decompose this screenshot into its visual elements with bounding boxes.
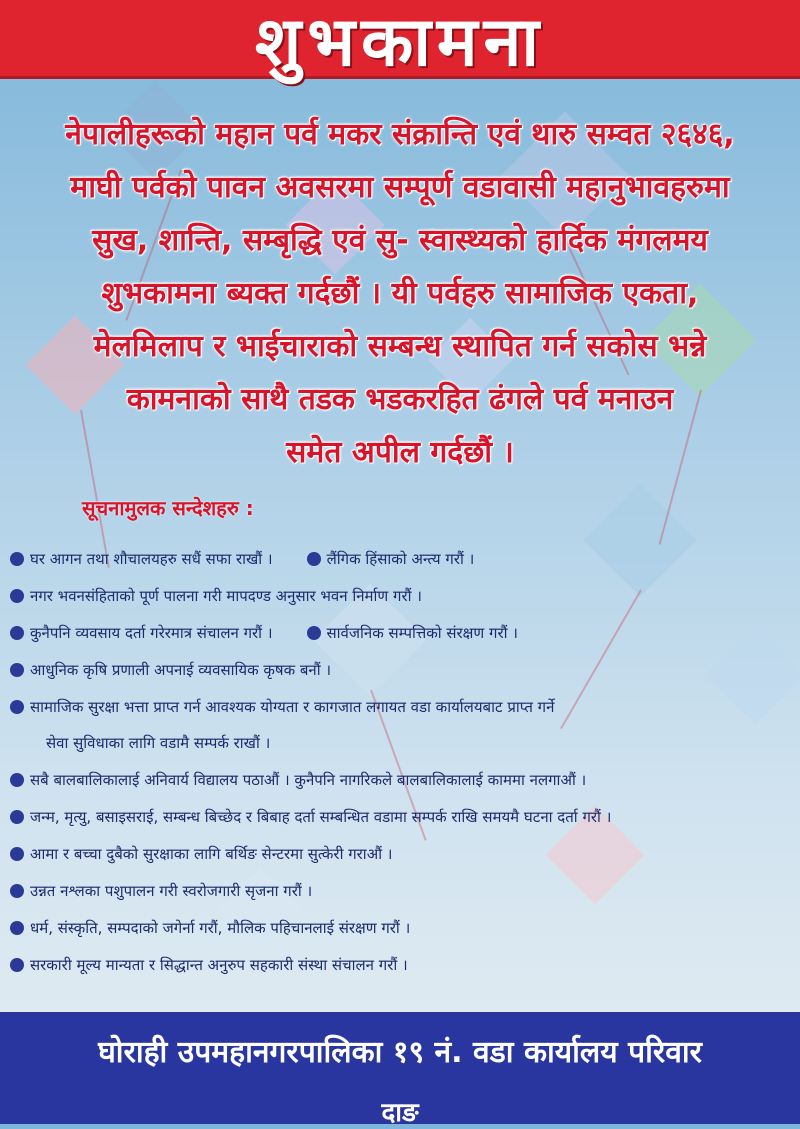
list-item — [10, 761, 795, 798]
notice-text: सामाजिक सुरक्षा भत्ता प्राप्त गर्न आवश्यक योग्यता र कागजात लगायत वडा कार्यालयबाट प्राप्त गर्ने — [30, 697, 555, 716]
message-line: कामनाको साथै तडक भडकरहित ढंगले पर्व मनाउन — [126, 382, 674, 417]
list-item — [10, 946, 795, 983]
message-line: समेत अपील गर्दछौं । — [286, 435, 514, 470]
list-item — [10, 798, 795, 835]
bullet-icon — [10, 773, 24, 787]
footer-banner — [0, 1012, 800, 1128]
notice-text: सबै बालबालिकालाई अनिवार्य विद्यालय पठाऔं । कुनैपनि नागरिकले बालबालिकालाई काममा नलगाऔं । — [30, 770, 587, 789]
notice-text: सरकारी मूल्य मान्यता र सिद्धान्त अनुरुप सहकारी संस्था संचालन गरौं । — [30, 955, 408, 974]
header-banner — [0, 0, 800, 82]
bullet-icon — [10, 626, 24, 640]
notices-list — [10, 540, 795, 983]
notice-text: आधुनिक कृषि प्रणाली अपनाई व्यवसायिक कृषक बनौं । — [30, 660, 332, 679]
message-line: सुख, शान्ति, सम्बृद्धि एवं सु- स्वास्थ्यको हार्दिक मंगलमय — [92, 223, 708, 258]
bullet-icon — [10, 847, 24, 861]
notice-text: कुनैपनि व्यवसाय दर्ता गरेरमात्र संचालन गरौं । — [30, 623, 273, 642]
greeting-message — [14, 108, 786, 479]
notice-text: जन्म, मृत्यु, बसाइसराई, सम्बन्ध बिच्छेद र बिबाह दर्ता सम्बन्धित वडामा सम्पर्क राखि समयमै घटना दर्ता गरौं । — [30, 807, 612, 826]
list-item — [10, 577, 795, 614]
bullet-icon — [10, 700, 24, 714]
bullet-icon — [307, 552, 321, 566]
list-item — [10, 540, 795, 577]
list-item — [10, 872, 795, 909]
bullet-icon — [10, 884, 24, 898]
bullet-icon — [10, 810, 24, 824]
list-item — [10, 688, 795, 725]
bullet-icon — [307, 626, 321, 640]
message-line: नेपालीहरूको महान पर्व मकर संक्रान्ति एवं थारु सम्वत २६४६, — [65, 117, 735, 152]
notice-text: सार्वजनिक सम्पत्तिको संरक्षण गरौं । — [326, 623, 518, 642]
list-item — [10, 909, 795, 946]
message-line: मेलमिलाप र भाईचाराको सम्बन्ध स्थापित गर्न सकोस भन्ने — [93, 329, 707, 364]
bullet-icon — [10, 589, 24, 603]
notice-text: घर आगन तथा शौचालयहरु सधैं सफा राखौं । — [30, 549, 273, 568]
list-item — [10, 835, 795, 872]
page-title: शुभकामना — [255, 2, 545, 82]
place-name: दाङ — [381, 1098, 419, 1128]
notices-heading: सूचनामुलक सन्देशहरु : — [82, 496, 254, 520]
list-item-continuation — [10, 725, 795, 761]
list-item — [10, 614, 795, 651]
notice-text: धर्म, संस्कृति, सम्पदाको जगेर्ना गरौं, मौलिक पहिचानलाई संरक्षण गरौं । — [30, 918, 411, 937]
notice-text: लैंगिक हिंसाको अन्त्य गरौं । — [326, 549, 475, 568]
list-item — [10, 651, 795, 688]
message-line: शुभकामना ब्यक्त गर्दछौं । यी पर्वहरु सामाजिक एकता, — [101, 276, 699, 311]
bullet-icon — [10, 552, 24, 566]
message-line: माघी पर्वको पावन अवसरमा सम्पूर्ण वडावासी महानुभावहरुमा — [70, 170, 730, 205]
bullet-icon — [10, 958, 24, 972]
organization-name: घोराही उपमहानगरपालिका १९ नं. वडा कार्यालय परिवार — [98, 1035, 702, 1070]
notice-text: आमा र बच्चा दुबैको सुरक्षाका लागि बर्थिङ सेन्टरमा सुत्केरी गराऔं । — [30, 844, 393, 863]
notice-text: उन्नत नश्लका पशुपालन गरी स्वरोजगारी सृजना गरौं । — [30, 881, 313, 900]
notice-text: नगर भवनसंहिताको पूर्ण पालना गरी मापदण्ड अनुसार भवन निर्माण गरौं । — [30, 586, 422, 605]
notice-text: सेवा सुविधाका लागि वडामै सम्पर्क राखौं । — [46, 734, 271, 752]
bullet-icon — [10, 921, 24, 935]
bullet-icon — [10, 663, 24, 677]
